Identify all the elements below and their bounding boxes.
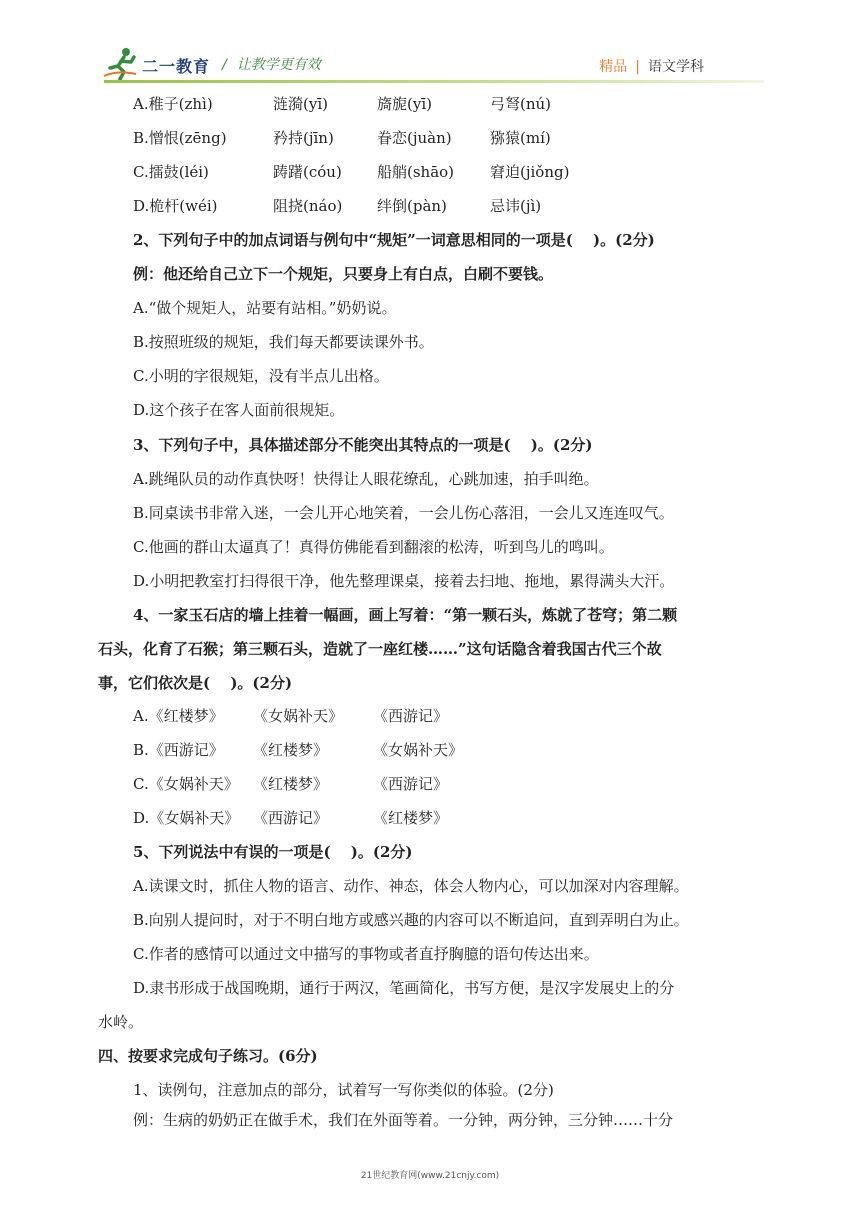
q5-option-d-line1: D.隶书形成于战国晚期，通行于两汉，笔画简化，书写方便，是汉字发展史上的分 [133, 979, 675, 997]
text-fragment: 《女娲补天》 [373, 741, 464, 759]
text-fragment: D. [133, 197, 150, 215]
q3-option-d: D.小明把教室打扫得很干净，他先整理课桌，接着去扫地、拖地，累得满头大汗。 [133, 572, 675, 590]
option-cell [133, 94, 213, 114]
option-cell [133, 706, 224, 726]
text-fragment: C. [133, 775, 149, 793]
section4-title: 四、按要求完成句子练习。(6分) [98, 1047, 318, 1065]
q2-stem: 2、下列句子中的加点词语与例句中“规矩”一词意思相同的一项是( )。(2分) [133, 231, 655, 249]
text-fragment: 踌躇(cóu) [273, 163, 342, 181]
q3-option-b: B.同桌读书非常入迷，一会儿开心地笑着，一会儿伤心落泪，一会儿又连连叹气。 [133, 504, 674, 522]
text-fragment: 憎恨(zēng) [148, 129, 227, 147]
text-fragment: 眷恋(juàn) [377, 129, 452, 147]
option-cell [133, 162, 209, 182]
option-cell [133, 196, 217, 216]
text-fragment: 涟漪(yī) [273, 95, 328, 113]
text-fragment: 船艄(shāo) [377, 163, 455, 181]
slogan-divider: / [222, 57, 227, 73]
q2-option-a: A.“做个规矩人，站要有站相。”奶奶说。 [133, 299, 397, 317]
text-fragment: 《西游记》 [148, 741, 224, 759]
text-fragment: 《红楼梦》 [148, 707, 224, 725]
q4-stem-line3: 事，它们依次是( )。(2分) [98, 674, 293, 692]
option-cell [133, 774, 239, 794]
text-fragment: 《女娲补天》 [253, 707, 344, 725]
text-fragment: 阻挠(náo) [273, 197, 343, 215]
text-fragment: 窘迫(jiǒng) [490, 163, 570, 181]
option-cell [133, 128, 227, 148]
q4-stem-line2: 石头，化育了石猴；第三颗石头，造就了一座红楼……”这句话隐含着我国古代三个故 [98, 640, 662, 658]
q2-option-b: B.按照班级的规矩，我们每天都要读课外书。 [133, 333, 434, 351]
slogan [222, 54, 321, 74]
text-fragment: A. [133, 707, 149, 725]
text-fragment: 矜持(jīn) [273, 129, 334, 147]
option-cell [133, 808, 239, 828]
subject-label [599, 56, 704, 76]
runner-logo-icon [104, 46, 142, 80]
quality-badge: 精品 [599, 59, 628, 75]
q3-option-c: C.他画的群山太逼真了！真得仿佛能看到翻滚的松涛，听到鸟儿的鸣叫。 [133, 538, 614, 556]
q2-example: 例：他还给自己立下一个规矩，只要身上有白点，白刷不要钱。 [133, 265, 554, 283]
q2-option-c: C.小明的字很规矩，没有半点儿出格。 [133, 367, 389, 385]
q3-option-a: A.跳绳队员的动作真快呀！快得让人眼花缭乱，心跳加速，拍手叫绝。 [133, 470, 599, 488]
text-fragment: B. [133, 129, 149, 147]
q5-option-a: A.读课文时，抓住人物的语言、动作、神态，体会人物内心，可以加深对内容理解。 [133, 877, 689, 895]
page-header [0, 0, 860, 90]
q4-stem-line1: 4、一家玉石店的墙上挂着一幅画，画上写着：“第一颗石头，炼就了苍穹；第二颗 [133, 606, 678, 624]
text-fragment: 旖旎(yī) [377, 95, 432, 113]
text-fragment: B. [133, 741, 149, 759]
header-rule [104, 80, 764, 83]
subject-name: 语文学科 [648, 59, 704, 75]
text-fragment: 忌讳(jì) [490, 197, 542, 215]
header-divider: | [635, 59, 640, 75]
q5-stem: 5、下列说法中有误的一项是( )。(2分) [133, 843, 413, 861]
q5-option-c: C.作者的感情可以通过文中描写的事物或者直抒胸臆的语句传达出来。 [133, 945, 599, 963]
text-fragment: D. [133, 809, 150, 827]
text-fragment: 擂鼓(léi) [148, 163, 209, 181]
text-fragment: 《西游记》 [373, 775, 449, 793]
text-fragment: 猕猿(mí) [490, 129, 551, 147]
text-fragment: 《红楼梦》 [253, 775, 329, 793]
text-fragment: 桅杆(wéi) [149, 197, 218, 215]
text-fragment: 《女娲补天》 [148, 775, 239, 793]
text-fragment: 《红楼梦》 [373, 809, 449, 827]
text-fragment: 绊倒(pàn) [377, 197, 447, 215]
text-fragment: 弓弩(nú) [490, 95, 552, 113]
text-fragment: 《女娲补天》 [149, 809, 240, 827]
text-fragment: 《西游记》 [373, 707, 449, 725]
q3-stem: 3、下列句子中，具体描述部分不能突出其特点的一项是( )。(2分) [133, 436, 593, 454]
text-fragment: A. [133, 95, 149, 113]
page-footer: 21世纪教育网(www.21cnjy.com) [360, 1171, 500, 1181]
text-fragment: 《西游记》 [253, 809, 329, 827]
option-cell [133, 740, 224, 760]
q5-option-b: B.向别人提问时，对于不明白地方或感兴趣的内容可以不断追问，直到弄明白为止。 [133, 911, 689, 929]
brand-logo [104, 46, 214, 80]
logo-text: 二一教育 [142, 57, 211, 76]
section4-example: 例：生病的奶奶正在做手术，我们在外面等着。一分钟，两分钟，三分钟……十分 [133, 1111, 674, 1129]
section4-item1: 1、读例句，注意加点的部分，试着写一写你类似的体验。(2分) [133, 1081, 554, 1099]
q5-option-d-line2: 水岭。 [98, 1013, 144, 1031]
q2-option-d: D.这个孩子在客人面前很规矩。 [133, 401, 345, 419]
slogan-text: 让教学更有效 [236, 57, 321, 73]
text-fragment: 《红楼梦》 [253, 741, 329, 759]
text-fragment: 稚子(zhì) [148, 95, 213, 113]
text-fragment: C. [133, 163, 149, 181]
